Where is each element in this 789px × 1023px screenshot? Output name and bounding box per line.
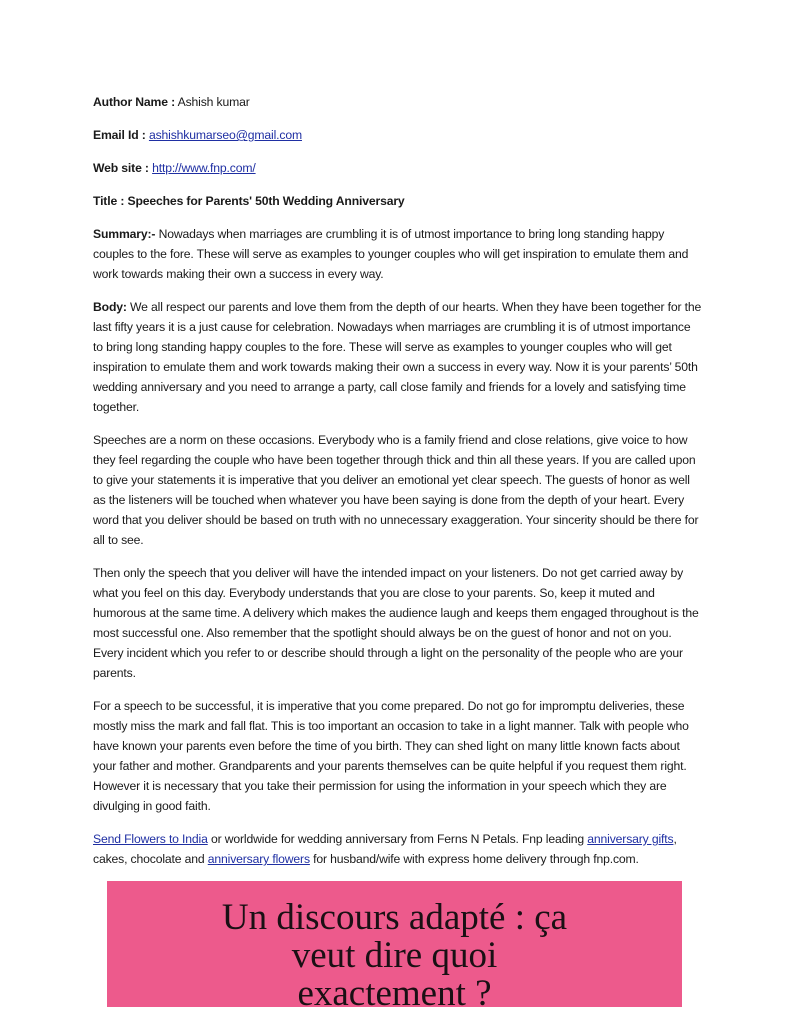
- website-label: Web site :: [93, 161, 149, 175]
- anniversary-gifts-link[interactable]: anniversary gifts: [587, 832, 674, 846]
- anniversary-flowers-link[interactable]: anniversary flowers: [207, 852, 310, 866]
- body-paragraph: [93, 297, 703, 417]
- send-flowers-link[interactable]: Send Flowers to India: [93, 832, 208, 846]
- paragraph-speeches: Speeches are a norm on these occasions. Everybody who is a family friend and close relations, give voice to how they feel regarding the couple who have been together through thick and thin all these years. If you are called upon to give your statements it is imperative that you deliver an emotional yet clear speech. The guests of honor as well as the listeners will be touched when whatever you have been saying is done from the depth of your heart. Every word that you deliver should be based on truth with no unnecessary exaggeration. Your sincerity should be there for all to see.: [93, 433, 699, 547]
- paragraph-preparation: For a speech to be successful, it is imperative that you come prepared. Do not go for impromptu deliveries, these mostly miss the mark and fall flat. This is too important an occasion to take in a light manner. Talk with people who have known your parents even before the time of you birth. They can shed light on many little known facts about your father and mother. Grandparents and your parents themselves can be quite helpful if you request them right. However it is necessary that you take their permission for using the information in your speech which they are divulging in good faith.: [93, 699, 689, 813]
- author-label: Author Name :: [93, 95, 176, 109]
- document-page: [93, 92, 703, 882]
- footer-text-3: for husband/wife with express home delivery through fnp.com.: [309, 852, 639, 866]
- email-link[interactable]: ashishkumarseo@gmail.com: [148, 128, 302, 142]
- footer-text-2: , cakes, chocolate and: [93, 832, 677, 866]
- promo-banner: [107, 881, 682, 1007]
- email-label: Email Id :: [93, 128, 146, 142]
- banner-line-2: veut dire quoi: [291, 935, 498, 976]
- footer-paragraph: [93, 829, 703, 869]
- website-line: [93, 158, 703, 178]
- banner-line-1: Un discours adapté : ça: [221, 897, 568, 938]
- body-label: Body:: [93, 300, 127, 314]
- author-value: Ashish kumar: [177, 95, 250, 109]
- banner-title: [165, 899, 625, 1007]
- title-label: Title :: [93, 194, 125, 208]
- author-line: [93, 92, 703, 112]
- footer-text-1: or worldwide for wedding anniversary from Ferns N Petals. Fnp leading: [207, 832, 588, 846]
- paragraph-impact: Then only the speech that you deliver will have the intended impact on your listeners. Do not get carried away by what you feel on this day. Everybody understands that you are close to your parents. So, keep it muted and humorous at the same time. A delivery which makes the audience laugh and keeps them engaged throughout is the most successful one. Also remember that the spotlight should always be on the guest of honor and not on you. Every incident which you refer to or describe should through a light on the personality of the people who are your parents.: [93, 566, 699, 680]
- email-line: [93, 125, 703, 145]
- title-value: Speeches for Parents' 50th Wedding Anniversary: [127, 194, 405, 208]
- banner-line-3: exactement ?: [297, 973, 492, 1007]
- body-text: We all respect our parents and love them from the depth of our hearts. When they have been together for the last fifty years it is a just cause for celebration. Nowadays when marriages are crumbling it is of utmost importance to bring long standing happy couples to the fore. These will serve as examples to younger couples who will get inspiration to emulate them and work towards making their own a success in every way. Now it is your parents’ 50th wedding anniversary and you need to arrange a party, call close family and friends for a lovely and satisfying time together.: [93, 300, 702, 414]
- title-line: [93, 191, 703, 211]
- summary-label: Summary:-: [93, 227, 156, 241]
- summary-text: Nowadays when marriages are crumbling it is of utmost importance to bring long standing happy couples to the fore. These will serve as examples to younger couples who will get inspiration to emulate them and work towards making their own a success in every way.: [93, 227, 689, 281]
- summary-paragraph: [93, 224, 703, 284]
- website-link[interactable]: http://www.fnp.com/: [152, 161, 256, 175]
